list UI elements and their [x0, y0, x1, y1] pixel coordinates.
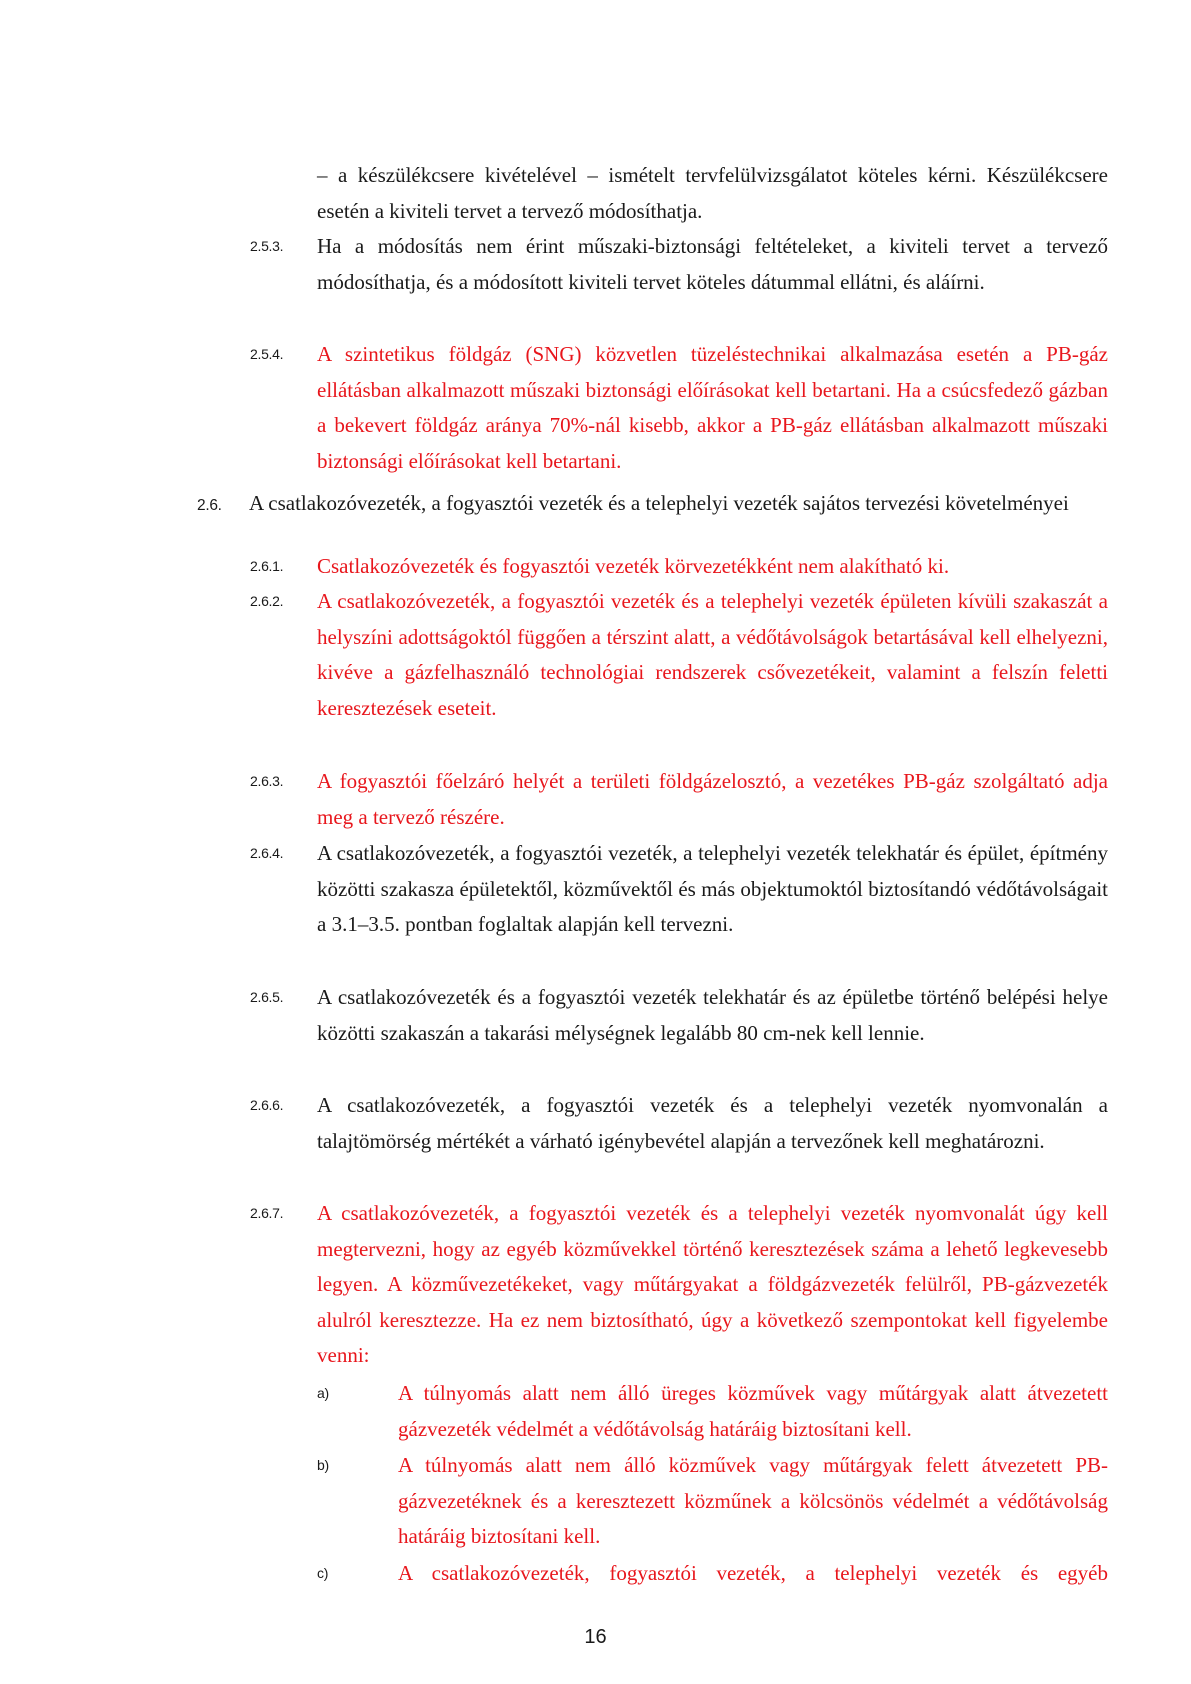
- item-text: A csatlakozóvezeték, a fogyasztói vezeték és a telephelyi vezeték nyomvonalát úgy kell megtervezni, hogy az egyéb közművekkel történő keresztezések száma a lehető legkevesebb legyen. A közművezetékeket, vagy műtárgyakat a földgázvezeték felülről, PB-gázvezeték alulról keresztezze. Ha ez nem biztosítható, úgy a következő szempontokat kell figyelembe venni:: [317, 1201, 1108, 1368]
- item-number: 2.6.3.: [250, 773, 284, 789]
- item-number: 2.5.4.: [250, 346, 284, 362]
- section-heading: A csatlakozóvezeték, a fogyasztói vezeték és a telephelyi vezeték sajátos tervezési követelményei: [249, 491, 1069, 515]
- page-number: 16: [584, 1626, 607, 1648]
- item-text: Csatlakozóvezeték és fogyasztói vezeték körvezetékként nem alakítható ki.: [317, 554, 950, 578]
- item-number: 2.6.2.: [250, 593, 284, 609]
- subitem-text: A túlnyomás alatt nem álló üreges közművek vagy műtárgyak alatt átvezetett gázvezeték védelmét a védőtávolság határáig biztosítani kell.: [398, 1381, 1108, 1441]
- item-number: 2.5.3.: [250, 238, 284, 254]
- continuation-paragraph: – a készülékcsere kivételével – ismételt tervfelülvizsgálatot köteles kérni. Készülékcsere esetén a kiviteli tervet a tervező módosíthatja.: [317, 163, 1108, 223]
- item-text: A csatlakozóvezeték és a fogyasztói vezeték telekhatár és az épületbe történő belépési helye közötti szakaszán a takarási mélységnek legalább 80 cm-nek kell lennie.: [317, 985, 1108, 1045]
- item-text: A csatlakozóvezeték, a fogyasztói vezeték és a telephelyi vezeték nyomvonalán a talajtömörség mértékét a várható igénybevétel alapján a tervezőnek kell meghatározni.: [317, 1093, 1108, 1153]
- subitem-letter: a): [317, 1385, 329, 1401]
- item-text: A csatlakozóvezeték, a fogyasztói vezeték, a telephelyi vezeték telekhatár és épület, építmény közötti szakasza épületektől, közművektől és más objektumoktól biztosítandó védőtávolságait a 3.1–3.5. pontban foglaltak alapján kell tervezni.: [317, 841, 1108, 937]
- item-number: 2.6.7.: [250, 1205, 284, 1221]
- item-text: A csatlakozóvezeték, a fogyasztói vezeték és a telephelyi vezeték épületen kívüli szakaszát a helyszíni adottságoktól függően a térszint alatt, a védőtávolságok betartásával kell elhelyezni, kivéve a gázfelhasználó technológiai rendszerek csővezetékeit, valamint a felszín feletti keresztezések eseteit.: [317, 589, 1108, 720]
- item-text: A szintetikus földgáz (SNG) közvetlen tüzeléstechnikai alkalmazása esetén a PB-gáz ellátásban alkalmazott műszaki biztonsági előírásokat kell betartani. Ha a csúcsfedező gázban a bekevert földgáz aránya 70%-nál kisebb, akkor a PB-gáz ellátásban alkalmazott műszaki biztonsági előírásokat kell betartani.: [317, 342, 1108, 473]
- item-number: 2.6.4.: [250, 845, 284, 861]
- item-text: A fogyasztói főelzáró helyét a területi földgázelosztó, a vezetékes PB-gáz szolgáltató adja meg a tervező részére.: [317, 769, 1108, 829]
- subitem-text: A túlnyomás alatt nem álló közművek vagy műtárgyak felett átvezetett PB-gázvezetéknek és a keresztezett közműnek a kölcsönös védelmét a védőtávolság határáig biztosítani kell.: [398, 1453, 1108, 1549]
- item-number: 2.6.1.: [250, 558, 284, 574]
- item-number: 2.6.5.: [250, 989, 284, 1005]
- subitem-text: A csatlakozóvezeték, fogyasztói vezeték, a telephelyi vezeték és egyéb: [398, 1561, 1108, 1585]
- item-text: Ha a módosítás nem érint műszaki-biztonsági feltételeket, a kiviteli tervet a tervező módosíthatja, és a módosított kiviteli tervet köteles dátummal ellátni, és aláírni.: [317, 234, 1108, 294]
- subitem-letter: b): [317, 1457, 329, 1473]
- item-number: 2.6.6.: [250, 1097, 284, 1113]
- section-number: 2.6.: [197, 497, 222, 514]
- subitem-letter: c): [317, 1565, 329, 1581]
